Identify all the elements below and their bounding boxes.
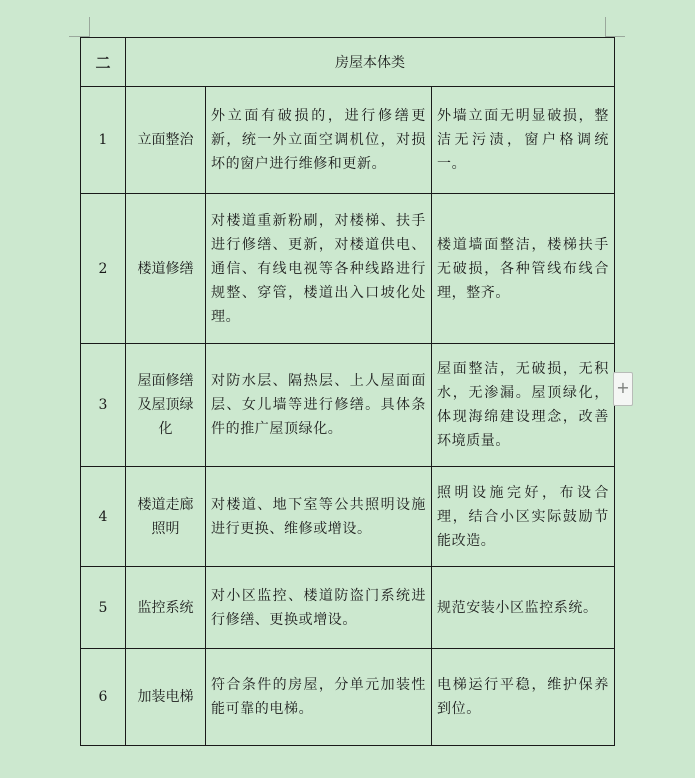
row-standard: 规范安装小区监控系统。 [432,567,615,649]
row-item: 监控系统 [126,567,206,649]
row-item: 楼道修缮 [126,194,206,344]
row-standard: 屋面整洁，无破损，无积水，无渗漏。屋顶绿化，体现海绵建设理念，改善环境质量。 [432,344,615,467]
section-header-row [81,38,615,87]
row-number: 5 [81,567,126,649]
section-title: 房屋本体类 [126,38,615,87]
row-content: 对楼道、地下室等公共照明设施进行更换、维修或增设。 [206,467,432,567]
row-content: 外立面有破损的，进行修缮更新，统一外立面空调机位，对损坏的窗户进行维修和更新。 [206,87,432,194]
renovation-table [80,37,615,746]
row-content: 符合条件的房屋，分单元加装性能可靠的电梯。 [206,649,432,746]
row-standard: 楼道墙面整洁，楼梯扶手无破损，各种管线布线合理，整齐。 [432,194,615,344]
row-content: 对小区监控、楼道防盗门系统进行修缮、更换或增设。 [206,567,432,649]
row-number: 4 [81,467,126,567]
table-row [81,467,615,567]
row-item: 屋面修缮及屋顶绿化 [126,344,206,467]
row-number: 2 [81,194,126,344]
row-number: 3 [81,344,126,467]
row-standard: 电梯运行平稳，维护保养到位。 [432,649,615,746]
crop-mark [605,17,606,37]
row-item: 楼道走廊照明 [126,467,206,567]
row-number: 6 [81,649,126,746]
table-row [81,87,615,194]
add-row-button[interactable] [613,372,633,406]
crop-mark [89,17,90,37]
row-standard: 照明设施完好，布设合理，结合小区实际鼓励节能改造。 [432,467,615,567]
row-number: 1 [81,87,126,194]
row-item: 立面整治 [126,87,206,194]
table-row [81,567,615,649]
row-content: 对楼道重新粉刷，对楼梯、扶手进行修缮、更新，对楼道供电、通信、有线电视等各种线路进行规整、穿管，楼道出入口坡化处理。 [206,194,432,344]
row-item: 加装电梯 [126,649,206,746]
row-standard: 外墙立面无明显破损，整洁无污渍，窗户格调统一。 [432,87,615,194]
plus-icon: + [616,378,630,397]
row-content: 对防水层、隔热层、上人屋面面层、女儿墙等进行修缮。具体条件的推广屋顶绿化。 [206,344,432,467]
table-row [81,194,615,344]
table-row [81,344,615,467]
section-number: 二 [81,38,126,87]
table-row [81,649,615,746]
